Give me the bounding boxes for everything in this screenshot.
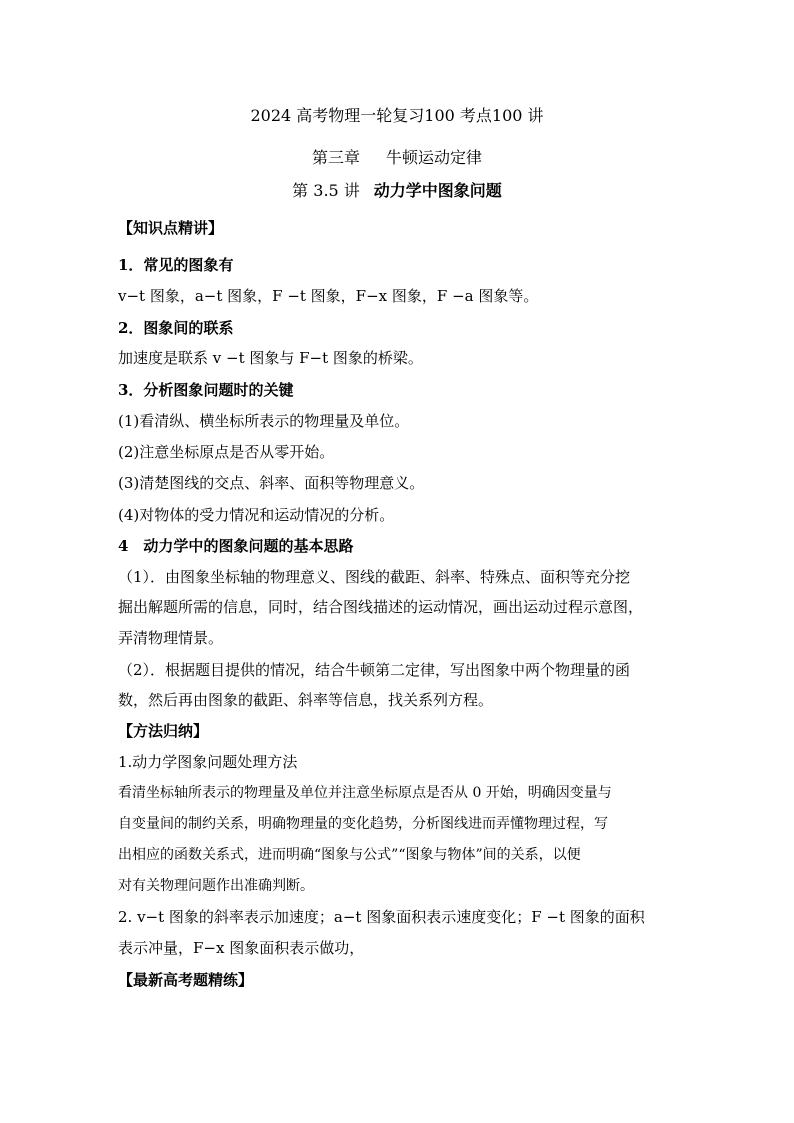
document-title: 2024 高考物理一轮复习100 考点100 讲	[250, 106, 544, 125]
section-heading-method: 【方法归纳】	[118, 722, 209, 740]
paragraph-graph-types: v−t 图象，a−t 图象，F −t 图象，F−x 图象，F −a 图象等。	[118, 287, 539, 305]
paragraph-method-line-1: 看清坐标轴所表示的物理量及单位并注意坐标原点是否从 0 开始，明确因变量与	[118, 785, 612, 801]
paragraph-approach-2-line-2: 数，然后再由图象的截距、斜率等信息，找关系列方程。	[118, 691, 494, 709]
section-heading-exam-practice: 【最新高考题精练】	[118, 971, 254, 989]
list-item-key-2: (2)注意坐标原点是否从零开始。	[118, 443, 335, 461]
paragraph-method-line-2: 自变量间的制约关系，明确物理量的变化趋势，分析图线进而弄懂物理过程，写	[118, 816, 608, 832]
paragraph-method-line-3: 出相应的函数关系式，进而明确“图象与公式”“图象与物体”间的关系，以便	[118, 847, 581, 863]
list-item-key-3: (3)清楚图线的交点、斜率、面积等物理意义。	[118, 474, 425, 492]
subheading-method-1: 1.动力学图象问题处理方法	[118, 753, 298, 771]
lecture-heading	[0, 181, 794, 201]
list-item-key-1: (1)看清纵、横坐标所表示的物理量及单位。	[118, 412, 410, 430]
chapter-heading	[0, 148, 794, 168]
subheading-basic-approach: 4 动力学中的图象问题的基本思路	[118, 537, 354, 555]
paragraph-approach-1-line-3: 弄清物理情景。	[118, 629, 224, 647]
list-item-key-4: (4)对物体的受力情况和运动情况的分析。	[118, 506, 395, 524]
subheading-common-graphs: 1．常见的图象有	[118, 256, 234, 274]
subheading-graph-relation: 2．图象间的联系	[118, 319, 234, 337]
paragraph-method-line-4: 对有关物理问题作出准确判断。	[118, 878, 314, 894]
section-heading-knowledge: 【知识点精讲】	[118, 219, 224, 237]
paragraph-approach-1-line-1: （1）．由图象坐标轴的物理意义、图线的截距、斜率、特殊点、面积等充分挖	[118, 568, 631, 586]
lecture-name: 动力学中图象问题	[373, 181, 502, 200]
paragraph-graph-relation: 加速度是联系 v −t 图象与 F−t 图象的桥梁。	[118, 349, 423, 367]
paragraph-approach-2-line-1: （2）．根据题目提供的情况，结合牛顿第二定律，写出图象中两个物理量的函	[118, 661, 631, 679]
paragraph-method-2-line-2: 表示冲量，F−x 图象面积表示做功，	[118, 939, 365, 957]
chapter-name: 牛顿运动定律	[386, 148, 483, 167]
subheading-key-points: 3．分析图象问题时的关键	[118, 381, 294, 399]
lecture-number: 第 3.5 讲	[292, 181, 360, 200]
paragraph-method-2-line-1: 2. v−t 图象的斜率表示加速度；a−t 图象面积表示速度变化；F −t 图象的面积	[118, 908, 645, 926]
chapter-number: 第三章	[311, 148, 360, 167]
paragraph-approach-1-line-2: 掘出解题所需的信息，同时，结合图线描述的运动情况，画出运动过程示意图，	[118, 598, 644, 616]
